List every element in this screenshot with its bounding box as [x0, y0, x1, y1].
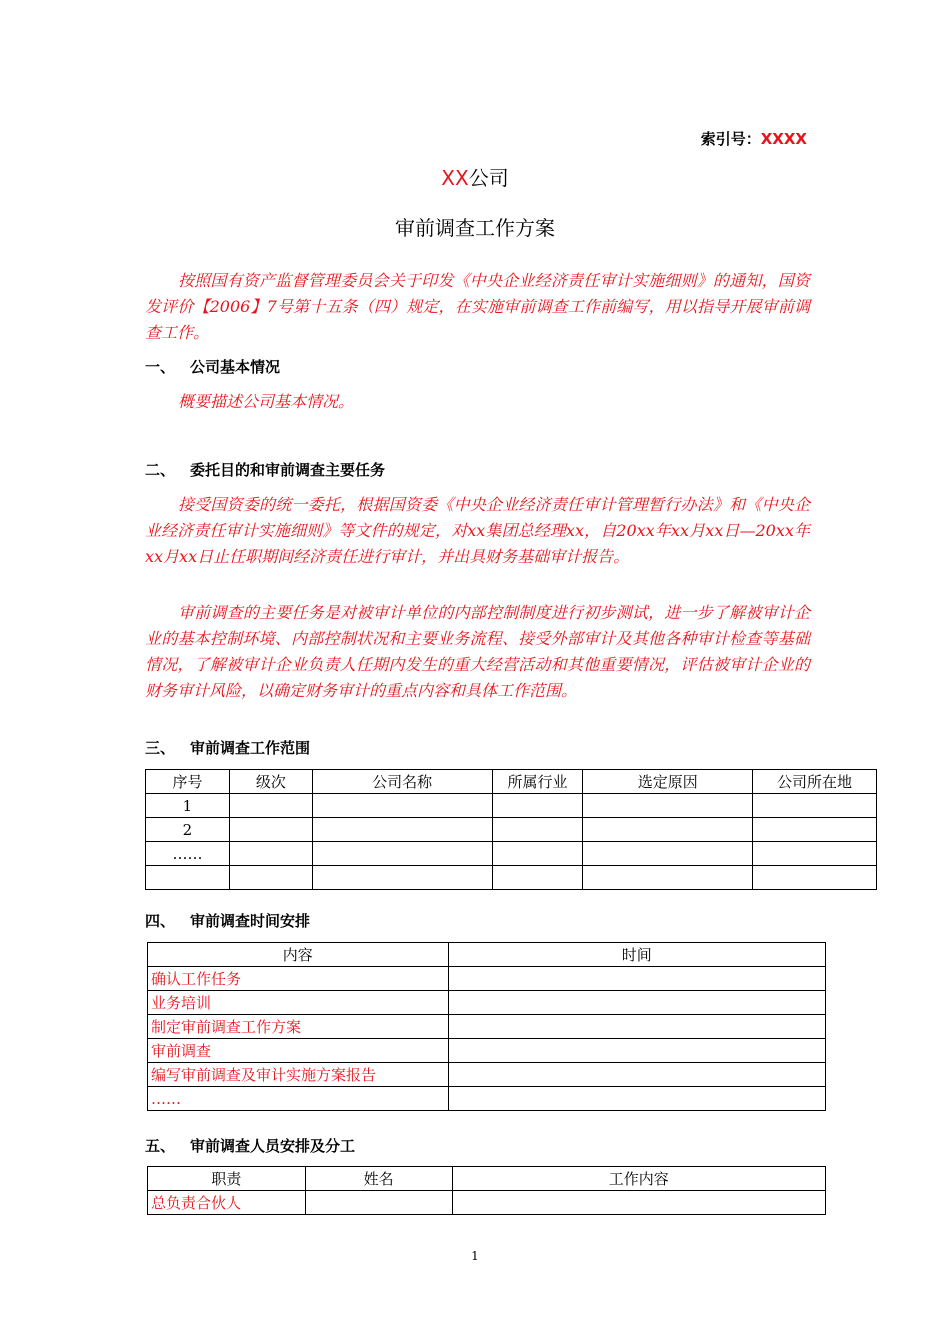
section-heading-4: 四、 审前调查时间安排 [145, 912, 311, 930]
page-number: 1 [471, 1249, 479, 1263]
column-header: 姓名 [305, 1167, 452, 1191]
table-cell: …… [146, 842, 230, 866]
company-name [0, 162, 950, 191]
section2-paragraph-1: 接受国资委的统一委托，根据国资委《中央企业经济责任审计管理暂行办法》和《中央企业经济责任审计实施细则》等文件的规定，对xx集团总经理xx，自20xx年xx月xx日—20xx年xx月xx日止任职期间经济责任进行审计，并出具财务基础审计报告。 [145, 495, 810, 566]
table-row [148, 967, 826, 991]
table-cell: 2 [146, 818, 230, 842]
column-header: 职责 [148, 1167, 306, 1191]
table-row [148, 1191, 826, 1215]
column-header: 所属行业 [492, 770, 583, 794]
table-cell: 1 [146, 794, 230, 818]
table-cell: 业务培训 [148, 991, 449, 1015]
column-header: 内容 [148, 943, 449, 967]
schedule-table [147, 942, 826, 1111]
table-cell: …… [148, 1087, 449, 1111]
table-header-row [146, 770, 877, 794]
section-heading-2: 二、 委托目的和审前调查主要任务 [145, 461, 386, 479]
page-title: 审前调查工作方案 [395, 216, 555, 240]
intro-paragraph: 按照国有资产监督管理委员会关于印发《中央企业经济责任审计实施细则》的通知，国资发评价【2006】7号第十五条（四）规定，在实施审前调查工作前编写，用以指导开展审前调查工作。 [145, 271, 810, 342]
table-header-row [148, 1167, 826, 1191]
column-header: 时间 [448, 943, 825, 967]
table-cell: 总负责合伙人 [148, 1191, 306, 1215]
column-header: 工作内容 [452, 1167, 825, 1191]
section2-paragraph-2: 审前调查的主要任务是对被审计单位的内部控制制度进行初步测试，进一步了解被审计企业的基本控制环境、内部控制状况和主要业务流程、接受外部审计及其他各种审计检查等基础情况，了解被审计企业负责人任期内发生的重大经营活动和其他重要情况，评估被审计企业的财务审计风险，以确定财务审计的重点内容和具体工作范围。 [145, 603, 810, 700]
table-row [146, 866, 877, 890]
table-row [148, 1015, 826, 1039]
table-header-row [148, 943, 826, 967]
section1-text: 概要描述公司基本情况。 [178, 392, 355, 411]
table-row [148, 1087, 826, 1111]
index-number [701, 128, 807, 149]
column-header: 公司所在地 [753, 770, 877, 794]
index-value: XXXX [760, 130, 807, 148]
company-prefix: XX [441, 166, 469, 190]
column-header: 公司名称 [312, 770, 492, 794]
table-cell: 审前调查 [148, 1039, 449, 1063]
column-header: 选定原因 [583, 770, 753, 794]
table-row [146, 818, 877, 842]
table-cell: 确认工作任务 [148, 967, 449, 991]
table-row [146, 794, 877, 818]
table-row [148, 991, 826, 1015]
table-cell [146, 866, 230, 890]
section-heading-3: 三、 审前调查工作范围 [145, 739, 311, 757]
table-cell: 编写审前调查及审计实施方案报告 [148, 1063, 449, 1087]
company-suffix: 公司 [468, 166, 509, 190]
scope-table [145, 769, 877, 890]
table-row [146, 842, 877, 866]
column-header: 级次 [229, 770, 312, 794]
section-heading-5: 五、 审前调查人员安排及分工 [145, 1137, 356, 1155]
table-row [148, 1063, 826, 1087]
column-header: 序号 [146, 770, 230, 794]
index-label: 索引号： [700, 130, 761, 148]
table-cell: 制定审前调查工作方案 [148, 1015, 449, 1039]
staff-table [147, 1166, 826, 1215]
section-heading-1: 一、 公司基本情况 [145, 358, 281, 376]
table-row [148, 1039, 826, 1063]
